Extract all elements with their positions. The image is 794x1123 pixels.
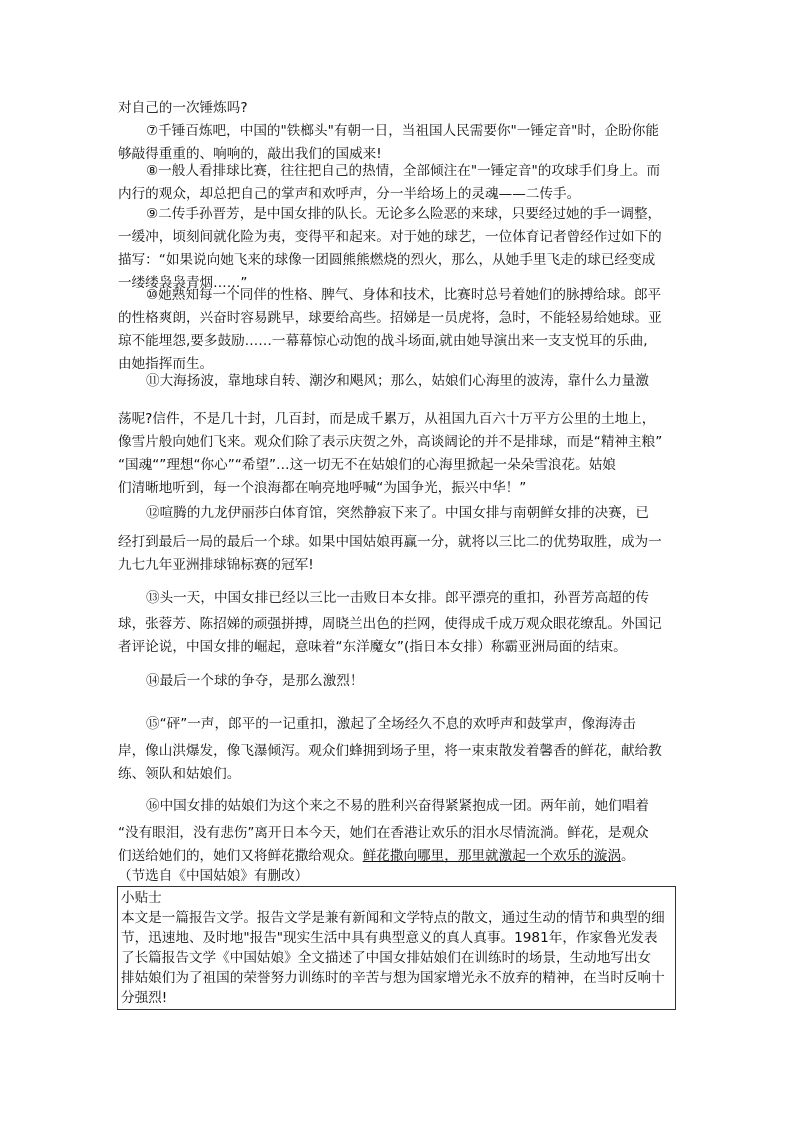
- text-line: 描写：“如果说向她飞来的球像一团圆熊熊燃烧的烈火，那么，从她手里飞走的球已经变成: [118, 252, 656, 268]
- text-line: ⑨二传手孙晋芳，是中国女排的队长。无论多么险恶的来球，只要经过她的手一调整，: [146, 206, 662, 222]
- article-paragraph-12: [118, 495, 678, 531]
- text-line: 者评论说，中国女排的崛起，意味着“东洋魔女”(指日本女排）称霸亚洲局面的结束。: [118, 639, 627, 655]
- text-line: 们清晰地听到，每一个浪海都在响亮地呼喊“为国争光，振兴中华！”: [118, 480, 527, 496]
- article-paragraph-15-cont: [118, 740, 678, 786]
- text-line: 荡呢?信件，不是几十封，几百封，而是成千累万，从祖国九百六十万平方公里的土地上，: [118, 411, 656, 427]
- tip-box-line: 分强烈!: [121, 990, 168, 1006]
- article-paragraph-13: [118, 580, 678, 616]
- text-line: 内行的观众，却总把自己的掌声和欢呼声，分一半给场上的灵魂——二传手。: [118, 186, 581, 202]
- article-paragraph-14: [118, 663, 678, 699]
- article-paragraph-11: [118, 363, 678, 399]
- text-line: ⑮“砰”一声，郎平的一记重扣，激起了全场经久不息的欢呼声和鼓掌声，像海涛击: [146, 716, 636, 732]
- article-paragraph-16: [118, 788, 678, 824]
- tip-box-line: 节，迅速地、及时地"报告"现实生活中具有典型意义的真人真事。1981年，作家鲁光发表: [121, 930, 658, 946]
- tip-box-title: 小贴士: [121, 890, 162, 906]
- text-span: 们送给她们的，她们又将鲜花撒给观众。: [118, 848, 363, 864]
- text-line: 一缓冲，顷刻间就化险为夷，变得平和起来。对于她的球艺，一位体育记者曾经作过如下的: [118, 229, 662, 245]
- text-line: 球，张蓉芳、陈招娣的顽强拼搏，周晓兰出色的拦网，使得成千成万观众眼花缭乱。外国记: [118, 616, 662, 632]
- text-line: ⑦千锤百炼吧，中国的"铁榔头"有朝一日，当祖国人民需要你"一锤定音"时，企盼你能: [146, 123, 659, 139]
- tip-box-line: 本文是一篇报告文学。报告文学是兼有新闻和文学特点的散文，通过生动的情节和典型的细: [121, 910, 665, 926]
- article-paragraph-8: [118, 160, 678, 206]
- article-paragraph-12-cont: [118, 531, 678, 577]
- tip-box-line: 了长篇报告文学《中国姑娘》全文描述了中国女排姑娘们在训练时的场景，生动地写出女: [121, 950, 652, 966]
- text-line: “没有眼泪，没有悲伤”离开日本今天，她们在香港让欢乐的泪水尽情流淌。鲜花，是观众: [118, 825, 649, 841]
- text-line: 对自己的一次锤炼吗?: [118, 100, 248, 116]
- article-paragraph: [118, 97, 678, 120]
- text-line: “国魂“”理想“你心”“希望”…这一切无不在姑娘们的心海里掀起一朵朵雪浪花。姑娘: [118, 457, 616, 473]
- text-line: 练、领队和姑娘们。: [118, 766, 241, 782]
- article-paragraph-16-cont: [118, 822, 678, 868]
- source-note: [118, 865, 678, 888]
- text-line: 的性格爽朗，兴奋时容易跳早，球要给高些。招娣是一员虎将，急时，不能轻易给她球。亚: [118, 310, 662, 326]
- underlined-sentence: 鲜花撒向哪里，那里就激起一个欢乐的漩涡: [362, 848, 621, 864]
- text-line: 像雪片般向她们飞来。观众们除了表示庆贺之外，高谈阔论的并不是排球，而是“精神主粮”: [118, 434, 663, 450]
- article-paragraph-15: [118, 706, 678, 742]
- tip-box-line: 排姑娘们为了祖国的荣誉努力训练时的辛苦与想为国家增光永不放弃的精神，在当时反响十: [121, 970, 665, 986]
- text-line: ⑪大海扬波，靠地球自转、潮汐和飓风；那么，姑娘们心海里的波涛，靠什么力量激: [146, 373, 649, 389]
- text-line: ⑭最后一个球的争夺，是那么激烈！: [146, 673, 364, 689]
- text-line: 岸，像山洪爆发，像飞瀑倾泻。观众们蜂拥到场子里，将一束束散发着馨香的鲜花，献给教: [118, 743, 662, 759]
- source-text: （节选自《中国姑娘》有删改）: [118, 868, 309, 884]
- text-line: ⑬头一天，中国女排已经以三比一击败日本女排。郎平漂亮的重扣，孙晋芳高超的传: [146, 590, 649, 606]
- text-line: 九七九年亚洲排球锦标赛的冠军!: [118, 557, 314, 573]
- article-paragraph-9: [118, 203, 678, 295]
- article-paragraph-11-cont: [118, 408, 678, 500]
- text-line: ⑯中国女排的姑娘们为这个来之不易的胜利兴奋得紧紧抱成一团。两年前，她们唱着: [146, 798, 649, 814]
- text-line: ⑧一般人看排球比赛，往往把自己的热情，全部倾注在"一锤定音"的攻球手们身上。而: [146, 163, 661, 179]
- tip-box: [117, 886, 676, 1010]
- text-span: 。: [620, 848, 635, 864]
- text-line: 一缕缕袅袅青烟……”: [118, 275, 248, 291]
- article-paragraph-13-cont: [118, 613, 678, 659]
- text-line: ⑫喧腾的九龙伊丽莎白体育馆，突然静寂下来了。中国女排与南朝鲜女排的决赛，已: [146, 505, 649, 521]
- text-line: 经打到最后一局的最后一个球。如果中国姑娘再赢一分，就将以三比二的优势取胜，成为一: [118, 534, 662, 550]
- text-line: 由她指挥而生。: [118, 356, 214, 372]
- text-line: 够敲得重重的、响响的，敲出我们的国威来!: [118, 146, 382, 162]
- text-line: ⑩她熟知每一个同伴的性格、脾气、身体和技术，比赛时总号着她们的脉搏给球。郎平: [146, 287, 662, 303]
- text-line: 琼不能埋怨,要多鼓励……一幕幕惊心动饱的战斗场面,就由她导演出来一支支悦耳的乐曲,: [118, 333, 648, 349]
